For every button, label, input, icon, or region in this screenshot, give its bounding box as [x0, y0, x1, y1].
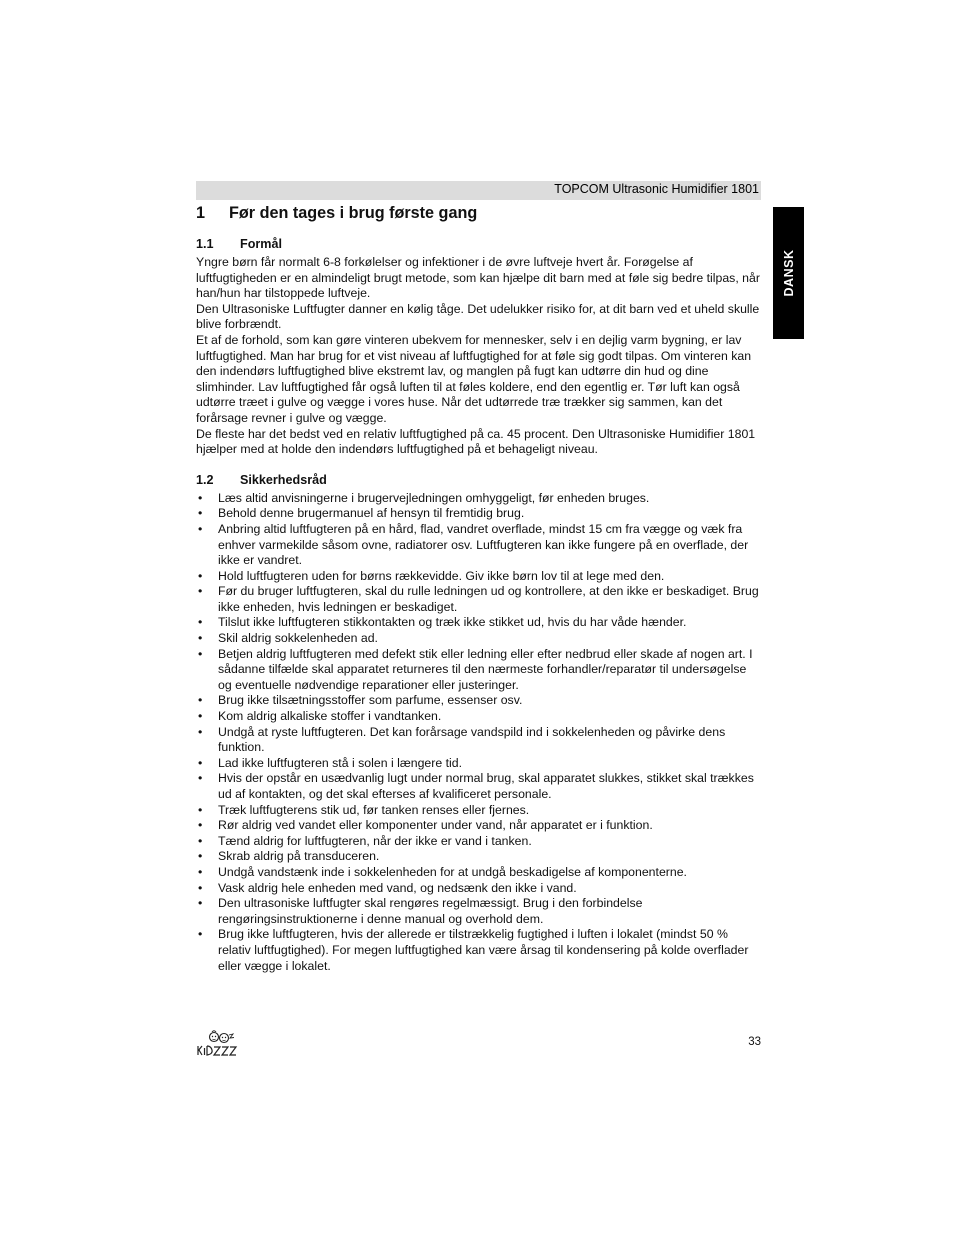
- bullet-marker: •: [198, 646, 203, 661]
- section-1-2-number: 1.2: [196, 472, 214, 487]
- paragraph-recommended-humidity: De fleste har det bedst ved en relativ luftfugtighed på ca. 45 procent. Den Ultrasoniske Humidifier 1801 hjælper med at holde den indendørs luftfugtighed på et behageligt niveau.: [196, 426, 756, 457]
- bullet-marker: •: [198, 864, 203, 879]
- bullet-marker: •: [198, 802, 203, 817]
- safety-list-item: [196, 803, 762, 819]
- safety-list-item-text: Tænd aldrig for luftfugteren, når der ikke er vand i tanken.: [218, 833, 532, 848]
- running-header-bar: [196, 181, 761, 200]
- safety-list-item-text: Skil aldrig sokkelenheden ad.: [218, 631, 378, 646]
- bullet-marker: •: [198, 568, 203, 583]
- safety-list-item: [196, 693, 762, 709]
- safety-list-item: [196, 506, 762, 522]
- bullet-marker: •: [198, 584, 203, 599]
- safety-bullet-list: [196, 491, 762, 974]
- safety-list-item-text: Undgå at ryste luftfugteren. Det kan forårsage vandspild ind i sokkelenheden og påvirke dens funktion.: [218, 724, 726, 755]
- safety-list-item-text: Behold denne brugermanuel af hensyn til fremtidig brug.: [218, 506, 525, 521]
- language-tab: [773, 207, 804, 339]
- safety-list-item-text: Brug ikke luftfugteren, hvis der allerede er tilstrækkelig fugtighed i luften i lokalet (mindst 50 % relativ luftfugtighed). For megen luftfugtighed kan være årsag til kondensering på kolde overflader eller vægge i lokalet.: [218, 927, 749, 973]
- safety-list-item: [196, 818, 762, 834]
- section-1-number: 1: [196, 204, 206, 222]
- safety-list-item: [196, 615, 762, 631]
- section-1-1-heading: [196, 236, 762, 252]
- safety-list-item: [196, 569, 762, 585]
- safety-list-item: [196, 771, 762, 802]
- section-1-title: Før den tages i brug første gang: [229, 204, 478, 222]
- safety-list-item: [196, 522, 762, 569]
- bullet-marker: •: [198, 506, 203, 521]
- bullet-marker: •: [198, 724, 203, 739]
- section-1-2-title: Sikkerhedsråd: [240, 472, 327, 487]
- safety-list-item-text: Tilslut ikke luftfugteren stikkontakten og træk ikke stikket ud, hvis du har våde hænder.: [218, 615, 687, 630]
- safety-list-item-text: Skrab aldrig på transduceren.: [218, 849, 380, 864]
- safety-list-item: [196, 865, 762, 881]
- safety-list-item-text: Læs altid anvisningerne i brugervejledningen omhyggeligt, før enheden bruges.: [218, 490, 650, 505]
- safety-list-item: [196, 927, 762, 974]
- bullet-marker: •: [198, 709, 203, 724]
- language-tab-label: DANSK: [781, 249, 796, 297]
- bullet-marker: •: [198, 615, 203, 630]
- bullet-marker: •: [198, 818, 203, 833]
- section-1-1-title: Formål: [240, 237, 282, 251]
- kidzzz-logo: [196, 1028, 246, 1058]
- safety-list-item: [196, 849, 762, 865]
- safety-list-item-text: Den ultrasoniske luftfugter skal rengøres regelmæssigt. Brug i den forbindelse rengøringsinstruktionerne i denne manual og overhold dem.: [218, 896, 643, 926]
- safety-list-item-text: Rør aldrig ved vandet eller komponenter under vand, når apparatet er i funktion.: [218, 818, 653, 833]
- bullet-marker: •: [198, 521, 203, 536]
- bullet-marker: •: [198, 849, 203, 864]
- paragraph-intro: Yngre børn får normalt 6-8 forkølelser og infektioner i de øvre luftveje hvert år. Forøgelse af luftfugtigheden er en almindeligt brugt metode, som kan hjælpe dit barn med at føle sig bedre tilpas, når han/hun har tilstoppede luftveje.: [196, 255, 760, 301]
- running-header-title: TOPCOM Ultrasonic Humidifier 1801: [554, 182, 759, 196]
- safety-list-item-text: Brug ikke tilsætningsstoffer som parfume, essenser osv.: [218, 693, 523, 708]
- safety-list-item-text: Træk luftfugterens stik ud, før tanken renses eller fjernes.: [218, 802, 530, 817]
- safety-list-item: [196, 896, 762, 927]
- safety-list-item-text: Hvis der opstår en usædvanlig lugt under normal brug, skal apparatet slukkes, stikket skal trækkes ud af kontakten, og det skal efterses af kvalificeret personale.: [218, 771, 754, 801]
- bullet-marker: •: [198, 755, 203, 770]
- safety-list-item-text: Hold luftfugteren uden for børns rækkevidde. Giv ikke børn lov til at lege med den.: [218, 568, 665, 583]
- bullet-marker: •: [198, 631, 203, 646]
- bullet-marker: •: [198, 771, 203, 786]
- page-content: [196, 203, 762, 974]
- bullet-marker: •: [198, 490, 203, 505]
- safety-list-item-text: Kom aldrig alkaliske stoffer i vandtanken.: [218, 709, 442, 724]
- safety-list-item: [196, 647, 762, 694]
- section-1-2-heading: [196, 472, 762, 488]
- bullet-marker: •: [198, 896, 203, 911]
- bullet-marker: •: [198, 927, 203, 942]
- paragraph-winter-humidity: Et af de forhold, som kan gøre vinteren ubekvem for mennesker, selv i en dejlig varm bygning, er lav luftfugtighed. Man har brug for et vist niveau af luftfugtighed for at føle sig godt tilpas. Om vinteren kan den indendørs luftfugtighed blive ekstremt lav, og manglen på fugt kan udtørre din hud og dine slimhinder. Lav luftfugtighed får også luften til at føles koldere, end den egentlig er. Tør luft kan også udtørre træet i gulve og vægge i vores huse. Når det udtørrede træ trækker sig sammen, kan det forårsage revner i gulve og vægge.: [196, 332, 752, 425]
- safety-list-item: [196, 725, 762, 756]
- safety-list-item: [196, 881, 762, 897]
- safety-list-item: [196, 756, 762, 772]
- section-1-1-number: 1.1: [196, 237, 214, 251]
- safety-list-item-text: Før du bruger luftfugteren, skal du rulle ledningen ud og kontrollere, at den ikke er beskadiget. Brug ikke enheden, hvis ledningen er beskadiget.: [218, 584, 759, 614]
- safety-list-item-text: Vask aldrig hele enheden med vand, og nedsænk den ikke i vand.: [218, 880, 577, 895]
- paragraph-cool-mist: Den Ultrasoniske Luftfugter danner en kølig tåge. Det udelukker risiko for, at dit barn ved et uheld skulle blive forbrændt.: [196, 301, 760, 332]
- bullet-marker: •: [198, 880, 203, 895]
- page-number: 33: [748, 1036, 761, 1048]
- safety-list-item: [196, 584, 762, 615]
- safety-list-item: [196, 631, 762, 647]
- safety-list-item: [196, 709, 762, 725]
- section-1-heading: [196, 203, 762, 223]
- safety-list-item-text: Undgå vandstænk inde i sokkelenheden for at undgå beskadigelse af komponenterne.: [218, 864, 687, 879]
- safety-list-item-text: Lad ikke luftfugteren stå i solen i længere tid.: [218, 755, 463, 770]
- bullet-marker: •: [198, 833, 203, 848]
- safety-list-item: [196, 491, 762, 507]
- safety-list-item-text: Anbring altid luftfugteren på en hård, flad, vandret overflade, mindst 15 cm fra vægge og væk fra enhver varmekilde såsom ovne, radiatorer osv. Luftfugteren kan ikke fungere på en overflade, der ikke er vandret.: [218, 521, 749, 568]
- safety-list-item: [196, 834, 762, 850]
- bullet-marker: •: [198, 693, 203, 708]
- safety-list-item-text: Betjen aldrig luftfugteren med defekt stik eller ledning eller efter nedbrud eller skade af nogen art. I sådanne tilfælde skal apparatet returneres til den nærmeste forhandler/reparatør til undersøgelse og eventuelle nødvendige reparationer eller justeringer.: [218, 646, 753, 692]
